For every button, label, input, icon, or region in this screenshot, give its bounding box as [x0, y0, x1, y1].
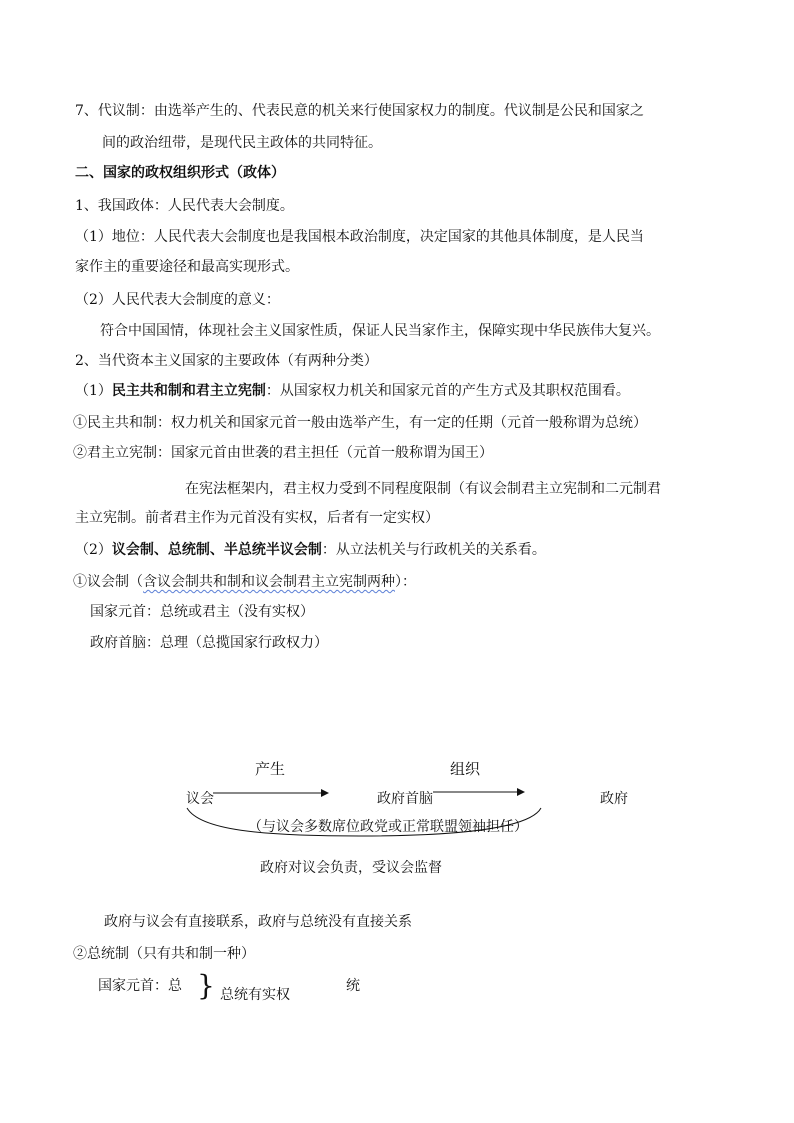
text-prefix: （2） — [75, 542, 112, 558]
node-government: 政府 — [600, 791, 628, 807]
wavy-underlined-text: 含议会制共和制和议会制君主立宪制两种 — [143, 574, 395, 590]
text-line: 2、当代资本主义国家的主要政体（有两种分类） — [75, 353, 378, 369]
brace-symbol: } — [197, 969, 215, 1002]
text-line: 间的政治纽带，是现代民主政体的共同特征。 — [102, 135, 382, 151]
text-line: 政府与议会有直接联系，政府与总统没有直接关系 — [104, 914, 412, 930]
text-line: 符合中国国情，体现社会主义国家性质，保证人民当家作主，保障实现中华民族伟大复兴。 — [100, 323, 660, 339]
text-line: 政府首脑：总理（总揽国家行政权力） — [90, 635, 328, 651]
text-line: 7、代议制：由选举产生的、代表民意的机关来行使国家权力的制度。代议制是公民和国家之 — [75, 103, 644, 119]
section-heading: 二、国家的政权组织形式（政体） — [75, 165, 285, 181]
brace-text: 总统有实权 — [220, 987, 290, 1003]
text-rest: ：从国家权力机关和国家元首的产生方式及其职权范围看。 — [265, 383, 630, 399]
text-line: 主立宪制。前者君主作为元首没有实权，后者有一定实权） — [75, 510, 439, 526]
diagram-note: （与议会多数席位政党或正常联盟领袖担任） — [248, 819, 528, 835]
text-line: （1）地位：人民代表大会制度也是我国根本政治制度，决定国家的其他具体制度，是人民当 — [75, 229, 644, 245]
label-produce: 产生 — [255, 760, 286, 778]
text-line: 在宪法框架内，君主权力受到不同程度限制（有议会制君主立宪制和二元制君 — [185, 481, 661, 497]
text-prefix: ①议会制（ — [73, 574, 143, 590]
text-line: ②君主立宪制：国家元首由世袭的君主担任（元首一般称谓为国王） — [73, 445, 493, 461]
node-government-head: 政府首脑 — [377, 791, 433, 807]
text-line: 1、我国政体：人民代表大会制度。 — [75, 198, 294, 214]
text-rest: ：从立法机关与行政机关的关系看。 — [321, 542, 546, 558]
text-rest: ）： — [395, 574, 416, 590]
text-line: 国家元首：总统或君主（没有实权） — [90, 604, 314, 620]
bold-term: 民主共和制和君主立宪制 — [111, 383, 266, 399]
text-line: 国家元首：总 — [98, 978, 182, 994]
text-line: 家作主的重要途径和最高实现形式。 — [75, 259, 299, 275]
text-line: ②总统制（只有共和制一种） — [73, 946, 255, 962]
text-line: （2）人民代表大会制度的意义： — [75, 292, 280, 308]
diagram-caption: 政府对议会负责，受议会监督 — [260, 860, 442, 876]
bold-term: 议会制、总统制、半总统半议会制 — [111, 542, 322, 558]
text-fragment: 统 — [346, 978, 360, 994]
text-line: ①民主共和制：权力机关和国家元首一般由选举产生，有一定的任期（元首一般称谓为总统） — [73, 415, 647, 431]
label-organize: 组织 — [450, 760, 481, 778]
text-prefix: （1） — [75, 383, 112, 399]
node-parliament: 议会 — [186, 791, 214, 807]
